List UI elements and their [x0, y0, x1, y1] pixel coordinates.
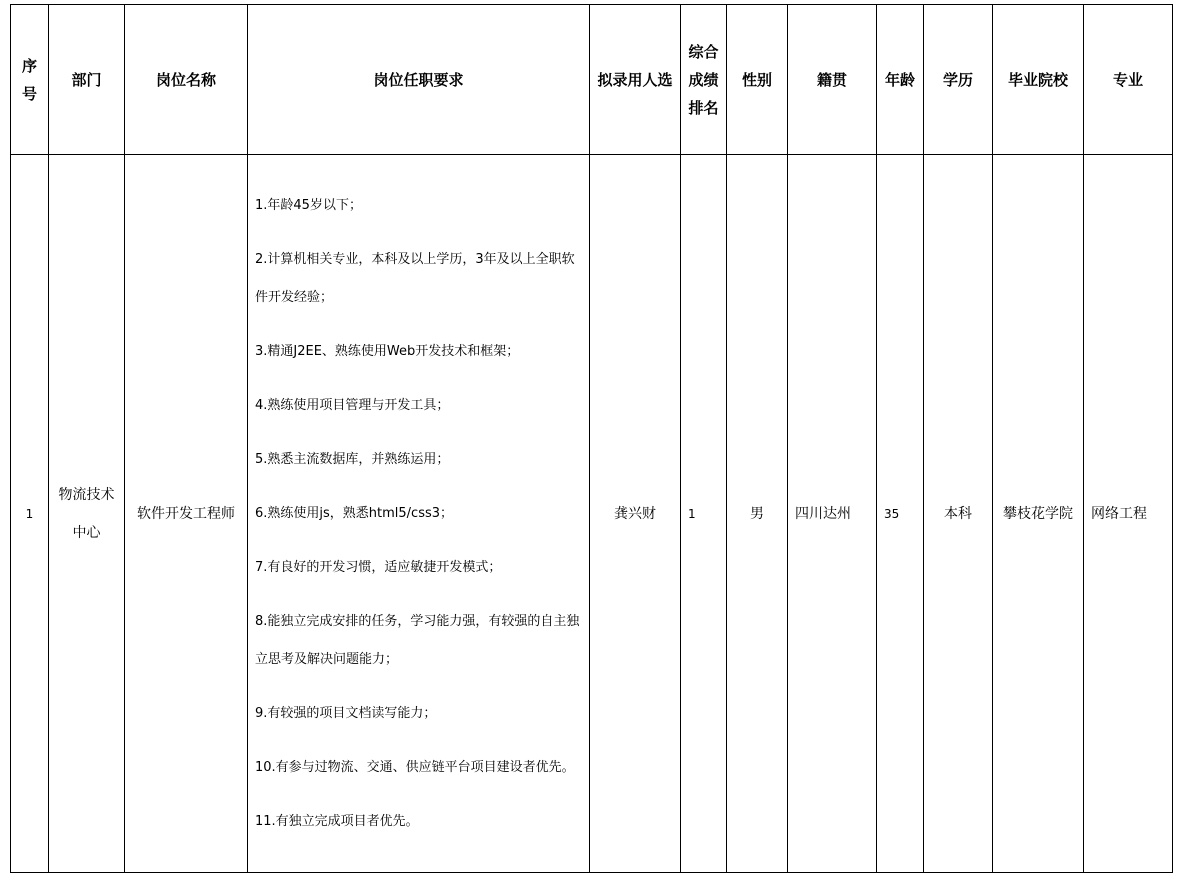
header-age: 年龄 [877, 5, 924, 155]
cell-seq: 1 [11, 155, 49, 873]
cell-major: 网络工程 [1084, 155, 1173, 873]
cell-gender: 男 [727, 155, 788, 873]
header-requirements: 岗位任职要求 [248, 5, 590, 155]
recruitment-table [10, 4, 1173, 873]
requirement-item: 10.有参与过物流、交通、供应链平台项目建设者优先。 [255, 759, 575, 775]
requirement-item: 6.熟练使用js，熟悉html5/css3； [255, 505, 454, 521]
requirement-item: 4.熟练使用项目管理与开发工具； [255, 397, 450, 413]
requirement-item: 3.精通J2EE、熟练使用Web开发技术和框架； [255, 343, 520, 359]
header-dept: 部门 [49, 5, 125, 155]
requirements-list [255, 187, 582, 841]
cell-candidate: 龚兴财 [590, 155, 681, 873]
requirement-item: 7.有良好的开发习惯，适应敏捷开发模式； [255, 559, 502, 575]
cell-hometown: 四川达州 [788, 155, 877, 873]
header-school: 毕业院校 [993, 5, 1084, 155]
cell-rank: 1 [681, 155, 727, 873]
requirement-item: 11.有独立完成项目者优先。 [255, 813, 419, 829]
cell-requirements [248, 155, 590, 873]
cell-dept: 物流技术 中心 [49, 155, 125, 873]
requirement-item: 2.计算机相关专业，本科及以上学历，3年及以上全职软件开发经验； [255, 251, 575, 305]
header-education: 学历 [924, 5, 993, 155]
cell-position: 软件开发工程师 [125, 155, 248, 873]
header-candidate: 拟录用人选 [590, 5, 681, 155]
header-seq: 序 号 [11, 5, 49, 155]
header-position: 岗位名称 [125, 5, 248, 155]
requirement-item: 1.年龄45岁以下； [255, 197, 362, 213]
cell-school: 攀枝花学院 [993, 155, 1084, 873]
cell-education: 本科 [924, 155, 993, 873]
requirement-item: 8.能独立完成安排的任务，学习能力强，有较强的自主独立思考及解决问题能力； [255, 613, 580, 667]
header-hometown: 籍贯 [788, 5, 877, 155]
cell-age: 35 [877, 155, 924, 873]
table-row [11, 155, 1173, 873]
requirement-item: 9.有较强的项目文档读写能力； [255, 705, 437, 721]
header-major: 专业 [1084, 5, 1173, 155]
header-row [11, 5, 1173, 155]
requirement-item: 5.熟悉主流数据库，并熟练运用； [255, 451, 450, 467]
header-gender: 性别 [727, 5, 788, 155]
header-rank: 综合 成绩 排名 [681, 5, 727, 155]
